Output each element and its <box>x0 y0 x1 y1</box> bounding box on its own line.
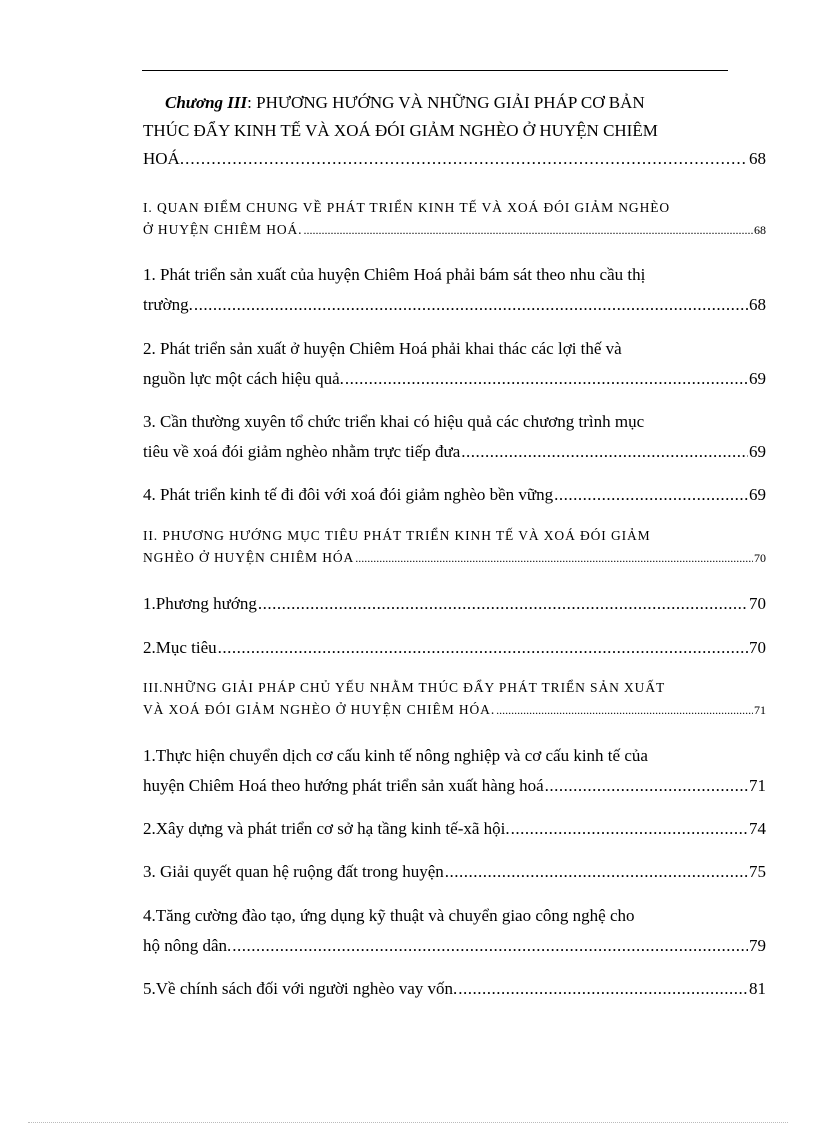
page-number: 69 <box>749 442 766 461</box>
page-number: 81 <box>749 979 766 998</box>
chapter-title-line-3: HOÁ. <box>143 149 185 168</box>
toc-entry-3-1[interactable] <box>143 741 766 801</box>
page-number: 69 <box>749 369 766 388</box>
entry-text-line-2: VÀ XOÁ ĐÓI GIẢM NGHÈO Ở HUYỆN CHIÊM HÓA. <box>143 702 496 717</box>
toc-entry-section-2[interactable] <box>143 525 766 569</box>
entry-text-line-2: NGHÈO Ở HUYỆN CHIÊM HÓA <box>143 550 355 565</box>
entry-text-line-1: 2.Mục tiêu <box>143 638 217 657</box>
toc-entry-1-4[interactable] <box>143 480 766 510</box>
entry-text-line-1: 2. Phát triển sản xuất ở huyện Chiêm Hoá phải khai thác các lợi thế và <box>143 339 622 358</box>
entry-text-line-1: 4. Phát triển kinh tế đi đôi với xoá đói giảm nghèo bền vững <box>143 485 554 504</box>
page-number: 74 <box>749 819 766 838</box>
dot-leader <box>496 699 753 721</box>
chapter-title-line-2: THÚC ĐẨY KINH TẾ VÀ XOÁ ĐÓI GIẢM NGHÈO Ở HUYỆN CHIÊM <box>143 121 658 140</box>
page-number: 70 <box>754 551 766 565</box>
toc-entry-1-1[interactable] <box>143 260 766 320</box>
toc-entry-1-3[interactable] <box>143 407 766 467</box>
dot-leader <box>545 771 748 801</box>
toc-entry-section-3[interactable] <box>143 677 766 721</box>
entry-text-line-1: 3. Giải quyết quan hệ ruộng đất trong huyện <box>143 862 444 881</box>
dot-leader <box>232 931 748 961</box>
page-number: 68 <box>749 149 766 168</box>
dot-leader <box>554 480 748 510</box>
entry-text-line-1: 3. Cần thường xuyên tổ chức triển khai có hiệu quả các chương trình mục <box>143 412 645 431</box>
dot-leader <box>461 437 748 467</box>
dot-leader <box>511 814 748 844</box>
page-number: 75 <box>749 862 766 881</box>
page-number: 79 <box>749 936 766 955</box>
page-number: 69 <box>749 485 766 504</box>
page-number: 68 <box>749 295 766 314</box>
page-number: 70 <box>749 638 766 657</box>
toc-entry-3-4[interactable] <box>143 901 766 961</box>
header-rule <box>142 70 728 71</box>
chapter-title-line-1: : PHƯƠNG HƯỚNG VÀ NHỮNG GIẢI PHÁP CƠ BẢN <box>247 93 645 112</box>
dot-leader <box>303 219 753 241</box>
dot-leader <box>458 974 748 1004</box>
toc-entry-section-1[interactable] <box>143 197 766 241</box>
page-number: 68 <box>754 223 766 237</box>
entry-text-line-1: 5.Về chính sách đối với người nghèo vay vốn. <box>143 979 458 998</box>
toc-entry-3-2[interactable] <box>143 814 766 844</box>
entry-text-line-2: trường. <box>143 295 193 314</box>
entry-text-line-2: hộ nông dân. <box>143 936 232 955</box>
entry-text-line-1: 1. Phát triển sản xuất của huyện Chiêm Hoá phải bám sát theo nhu cầu thị <box>143 265 646 284</box>
toc-entry-2-2[interactable] <box>143 633 766 663</box>
toc-entry-1-2[interactable] <box>143 334 766 394</box>
dot-leader <box>355 547 753 569</box>
entry-text-line-1: III.NHỮNG GIẢI PHÁP CHỦ YẾU NHẰM THÚC ĐẨY PHÁT TRIỂN SẢN XUẤT <box>143 680 666 695</box>
entry-text-line-2: huyện Chiêm Hoá theo hướng phát triển sản xuất hàng hoá <box>143 776 544 795</box>
toc-entry-3-3[interactable] <box>143 857 766 887</box>
chapter-prefix: Chương III <box>165 93 248 112</box>
page-number: 71 <box>754 703 766 717</box>
dot-leader <box>258 589 748 619</box>
toc-chapter-heading[interactable] <box>143 89 766 173</box>
entry-text-line-1: I. QUAN ĐIỂM CHUNG VỀ PHÁT TRIỂN KINH TẾ VÀ XOÁ ĐÓI GIẢM NGHÈO <box>143 200 671 215</box>
page-number: 71 <box>749 776 766 795</box>
dot-leader <box>445 857 748 887</box>
entry-text-line-2: nguồn lực một cách hiệu quả. <box>143 369 344 388</box>
toc-entry-2-1[interactable] <box>143 589 766 619</box>
entry-text-line-1: 1.Phương hướng <box>143 594 257 613</box>
entry-text-line-2: tiêu về xoá đói giảm nghèo nhằm trực tiếp đưa <box>143 442 461 461</box>
dot-leader <box>185 145 748 173</box>
page-number: 70 <box>749 594 766 613</box>
entry-text-line-1: 2.Xây dựng và phát triển cơ sở hạ tầng kinh tế-xã hội. <box>143 819 510 838</box>
dot-leader <box>345 364 748 394</box>
entry-text-line-1: II. PHƯƠNG HƯỚNG MỤC TIÊU PHÁT TRIỂN KINH TẾ VÀ XOÁ ĐÓI GIẢM <box>143 528 651 543</box>
entry-text-line-2: Ở HUYỆN CHIÊM HOÁ. <box>143 222 303 237</box>
entry-text-line-1: 1.Thực hiện chuyển dịch cơ cấu kinh tế nông nghiệp và cơ cấu kinh tế của <box>143 746 648 765</box>
toc-entry-3-5[interactable] <box>143 974 766 1004</box>
dot-leader <box>218 633 748 663</box>
entry-text-line-1: 4.Tăng cường đào tạo, ứng dụng kỹ thuật và chuyển giao công nghệ cho <box>143 906 635 925</box>
dot-leader <box>194 290 748 320</box>
